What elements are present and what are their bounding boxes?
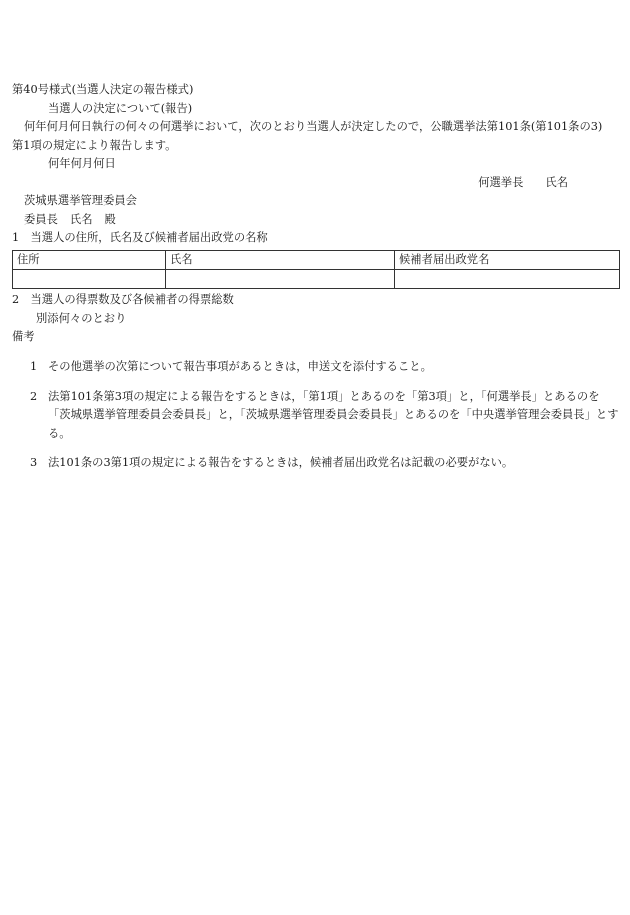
form-title: 第40号様式(当選人決定の報告様式): [12, 83, 194, 96]
note-text: 法101条の3第1項の規定による報告をするときは，候補者届出政党名は記載の必要がない。: [48, 456, 514, 470]
note-item: [24, 358, 620, 377]
table-header-row: [13, 250, 620, 270]
header-address: 住所: [13, 250, 166, 270]
document-subtitle: 当選人の決定について(報告): [48, 101, 193, 115]
table-row: [13, 270, 620, 289]
cell-name: [166, 270, 395, 289]
cell-party: [395, 270, 620, 289]
recipient-honorific: 殿: [104, 212, 116, 226]
note-item: [24, 454, 620, 473]
header-party: 候補者届出政党名: [395, 250, 620, 270]
note-number: 3: [30, 456, 38, 470]
section2-heading: 2 当選人の得票数及び各候補者の得票総数: [12, 293, 234, 306]
recipient-line: [12, 211, 620, 230]
cell-address: [13, 270, 166, 289]
note-text: その他選挙の次第について報告事項があるときは，申送文を添付すること。: [48, 359, 432, 373]
note-item: [24, 388, 620, 444]
body-line-2: 第1項の規定により報告します。: [12, 138, 177, 152]
section1-heading: 1 当選人の住所，氏名及び候補者届出政党の名称: [12, 231, 268, 244]
sender-line: [12, 174, 620, 193]
note-text: 法第101条第3項の規定による報告をするときは，「第1項」とあるのを「第3項」と，「何選挙長」とあるのを「茨城県選挙管理委員会委員長」と，「茨城県選挙管理委員会委員長」とあるのを「中央選挙管理会委員長」とする。: [48, 389, 619, 440]
candidate-table: [12, 250, 620, 290]
sender-title: 何選挙長: [478, 175, 524, 189]
note-number: 2: [30, 389, 38, 403]
body-paragraph: [12, 118, 620, 155]
section2-content: 別添何々のとおり: [36, 311, 127, 325]
body-line-1: 何年何月何日執行の何々の何選挙において，次のとおり当選人が決定したので，公職選挙法第101条(第101条の3): [24, 120, 603, 133]
note-number: 1: [30, 359, 38, 373]
document-page: [12, 81, 620, 484]
recipient-title: 委員長: [24, 212, 58, 226]
sender-name: 氏名: [545, 175, 568, 189]
report-date: 何年何月何日: [48, 157, 116, 170]
recipient-name: 氏名: [69, 212, 93, 226]
notes-heading: 備考: [12, 330, 35, 343]
header-name: 氏名: [166, 250, 395, 270]
recipient-org: 茨城県選挙管理委員会: [24, 194, 137, 207]
